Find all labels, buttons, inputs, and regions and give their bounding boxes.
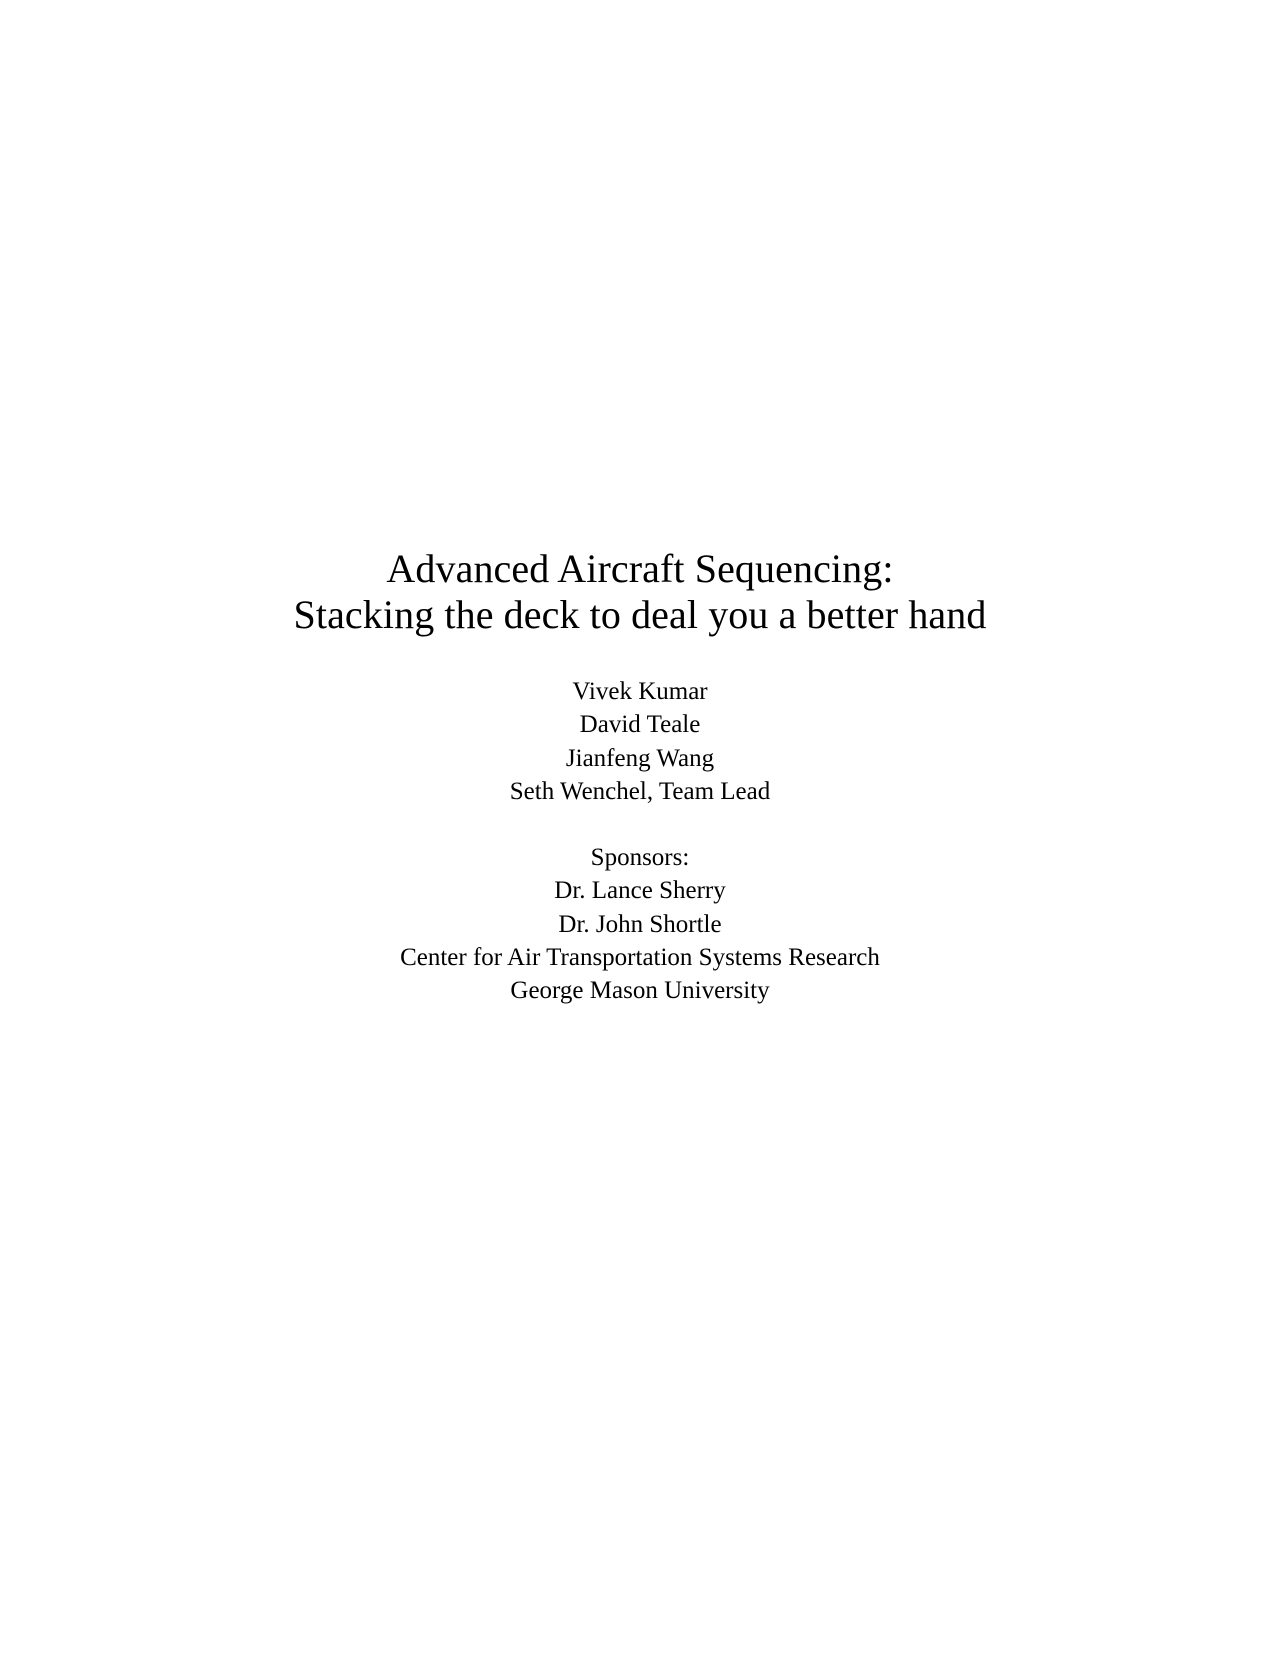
author-name-team-lead: Seth Wenchel, Team Lead (509, 777, 771, 805)
title-line-1: Advanced Aircraft Sequencing: (386, 546, 894, 591)
page-title (0, 546, 1280, 637)
author-name: Jianfeng Wang (565, 744, 715, 772)
affiliation-center: Center for Air Transportation Systems Research (400, 943, 880, 971)
author-name: David Teale (579, 711, 701, 739)
author-list (0, 675, 1280, 808)
affiliation-university: George Mason University (510, 977, 770, 1005)
title-page-content (0, 546, 1280, 1007)
title-line-2: Stacking the deck to deal you a better hand (293, 591, 987, 637)
sponsors-heading: Sponsors: (590, 844, 690, 872)
author-name: Vivek Kumar (572, 678, 708, 706)
sponsor-list (0, 841, 1280, 1007)
sponsor-name: Dr. John Shortle (558, 910, 722, 938)
sponsor-name: Dr. Lance Sherry (554, 877, 726, 905)
